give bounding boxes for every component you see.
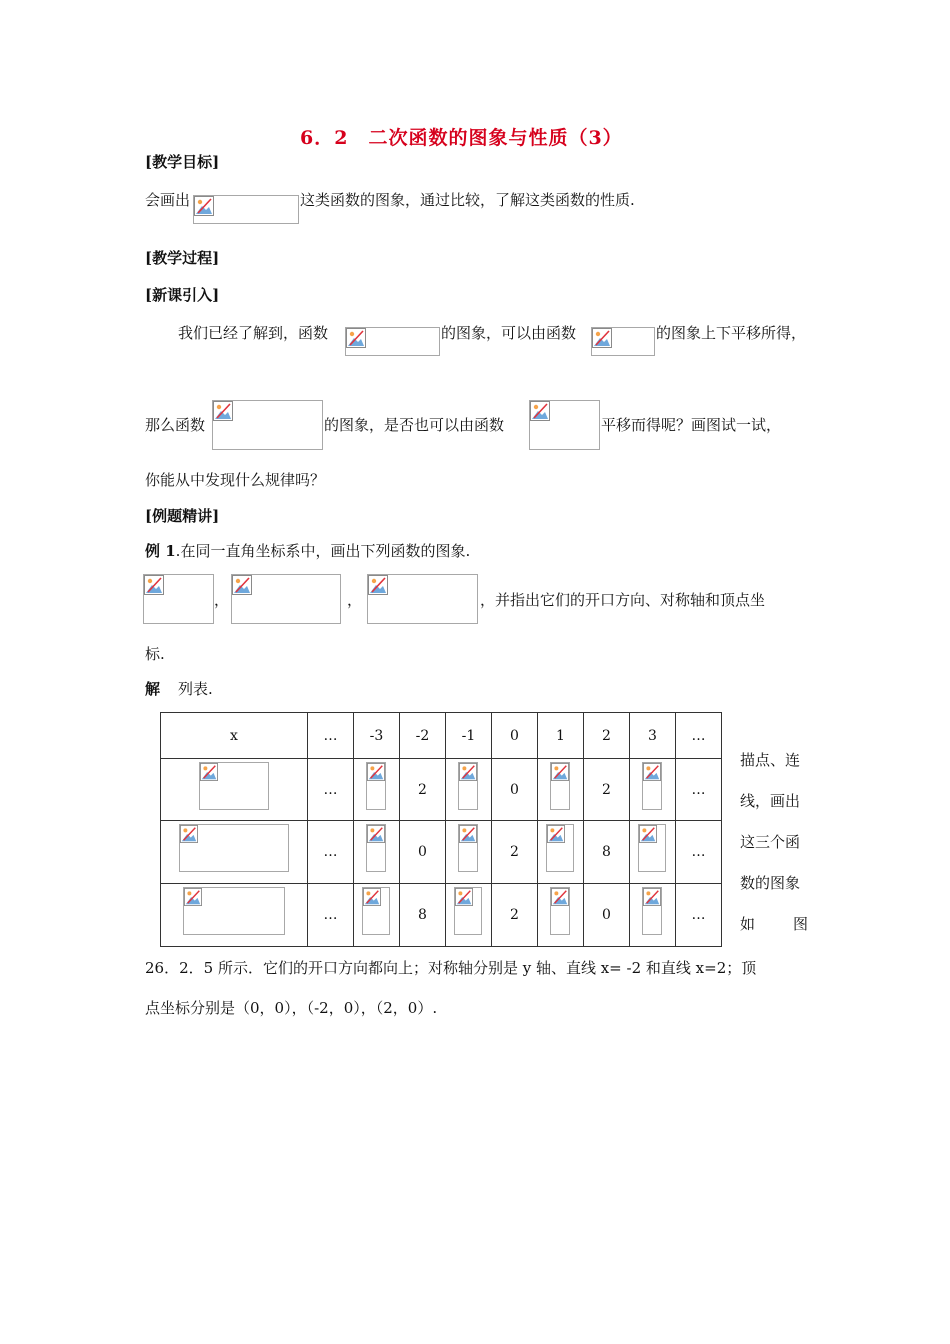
solution-label: 解 (145, 680, 161, 698)
table-cell: 2 (400, 759, 446, 821)
side-text-2: 线，画出 (740, 792, 801, 810)
broken-image-icon (639, 825, 657, 843)
table-cell: … (676, 713, 722, 759)
goal-text-before: 会画出 (145, 191, 191, 209)
broken-image-icon (643, 763, 661, 781)
table-row (161, 759, 722, 821)
goal-text-after: 这类函数的图象，通过比较，了解这类函数的性质. (300, 191, 635, 209)
table-row-header (161, 713, 722, 759)
formula-image (362, 887, 390, 935)
table-cell-formula (630, 759, 676, 821)
table-cell: 0 (400, 821, 446, 884)
table-row (161, 821, 722, 884)
section-example: [例题精讲] (145, 507, 220, 525)
example1-end: 标. (145, 645, 165, 663)
side-text-4: 数的图象 (740, 874, 801, 892)
table-cell: 3 (630, 713, 676, 759)
formula-image (193, 195, 299, 224)
broken-image-icon (232, 575, 252, 595)
formula-image (366, 762, 386, 810)
section-goal: [教学目标] (145, 153, 220, 171)
example1-text: .在同一直角坐标系中，画出下列函数的图象. (175, 542, 471, 560)
table-cell: -1 (446, 713, 492, 759)
table-cell: x (161, 713, 308, 759)
table-cell: 2 (492, 884, 538, 947)
table-cell: … (308, 821, 354, 884)
formula-image (345, 327, 440, 356)
formula-image (591, 327, 655, 356)
table-cell: … (308, 759, 354, 821)
broken-image-icon (194, 196, 214, 216)
side-text-5a: 如 (740, 915, 756, 933)
table-cell-formula (446, 759, 492, 821)
intro-text-1b: 的图象，可以由函数 (441, 324, 577, 342)
broken-image-icon (530, 401, 550, 421)
intro-text-2a: 那么函数 (145, 416, 206, 434)
table-cell: -3 (354, 713, 400, 759)
formula-image (546, 824, 574, 872)
conclusion-line-2: 点坐标分别是（0，0），（-2，0），（2，0）. (145, 999, 438, 1017)
intro-text-3: 你能从中发现什么规律吗？ (145, 471, 326, 489)
intro-text-1c: 的图象上下平移所得， (656, 324, 807, 342)
broken-image-icon (367, 763, 385, 781)
broken-image-icon (459, 763, 477, 781)
conclusion-line-1: 26．2．5 所示．它们的开口方向都向上；对称轴分别是 y 轴、直线 x= -2 和直线 x=2；顶 (145, 959, 757, 977)
broken-image-icon (551, 888, 569, 906)
formula-image (179, 824, 289, 872)
formula-image (638, 824, 666, 872)
table-cell: 2 (584, 713, 630, 759)
broken-image-icon (551, 763, 569, 781)
broken-image-icon (547, 825, 565, 843)
table-cell: … (676, 884, 722, 947)
broken-image-icon (592, 328, 612, 348)
table-cell-formula (538, 821, 584, 884)
table-cell-formula (161, 884, 308, 947)
section-intro: [新课引入] (145, 286, 220, 304)
table-cell-formula (630, 821, 676, 884)
formula-image (550, 762, 570, 810)
table-cell: 2 (584, 759, 630, 821)
table-cell-formula (354, 884, 400, 947)
table-cell-formula (446, 884, 492, 947)
broken-image-icon (184, 888, 202, 906)
table-row (161, 884, 722, 947)
example1-after: ，并指出它们的开口方向、对称轴和顶点坐 (480, 591, 766, 609)
table-cell: 8 (584, 821, 630, 884)
broken-image-icon (144, 575, 164, 595)
broken-image-icon (367, 825, 385, 843)
formula-image (199, 762, 269, 810)
side-text-1: 描点、连 (740, 751, 801, 769)
broken-image-icon (213, 401, 233, 421)
formula-image (550, 887, 570, 935)
formula-image (458, 824, 478, 872)
formula-image (212, 400, 323, 450)
table-cell: … (308, 884, 354, 947)
table-cell-formula (354, 821, 400, 884)
table-cell-formula (446, 821, 492, 884)
formula-image (143, 574, 214, 624)
formula-image (454, 887, 482, 935)
table-cell-formula (630, 884, 676, 947)
side-text-5b: 图 (792, 915, 808, 933)
intro-text-1a: 我们已经了解到，函数 (178, 324, 329, 342)
example1-label: 例 1 (145, 542, 176, 560)
solution-line (145, 679, 213, 699)
table-cell: 1 (538, 713, 584, 759)
table-cell: … (676, 821, 722, 884)
broken-image-icon (455, 888, 473, 906)
table-cell-formula (538, 884, 584, 947)
table-cell: 0 (584, 884, 630, 947)
table-cell-formula (538, 759, 584, 821)
formula-image (642, 887, 662, 935)
formula-image (183, 887, 285, 935)
table-cell: … (676, 759, 722, 821)
solution-text: 列表. (178, 680, 213, 698)
page-title: 6．2 二次函数的图象与性质（3） (300, 127, 623, 149)
broken-image-icon (200, 763, 218, 781)
table-cell-formula (354, 759, 400, 821)
section-process: [教学过程] (145, 249, 220, 267)
intro-text-2c: 平移而得呢？画图试一试， (601, 416, 782, 434)
table-cell: 0 (492, 713, 538, 759)
formula-image (367, 574, 478, 624)
table-cell-formula (161, 759, 308, 821)
broken-image-icon (643, 888, 661, 906)
broken-image-icon (459, 825, 477, 843)
example1-comma1: ， (214, 591, 230, 609)
broken-image-icon (180, 825, 198, 843)
example1-comma2: ， (347, 591, 363, 609)
side-text-3: 这三个函 (740, 833, 801, 851)
table-cell: … (308, 713, 354, 759)
table-cell-formula (161, 821, 308, 884)
value-table (160, 712, 722, 947)
formula-image (642, 762, 662, 810)
example1-line (145, 541, 470, 561)
broken-image-icon (368, 575, 388, 595)
formula-image (529, 400, 600, 450)
table-cell: 8 (400, 884, 446, 947)
table-cell: 0 (492, 759, 538, 821)
broken-image-icon (363, 888, 381, 906)
table-cell: 2 (492, 821, 538, 884)
formula-image (458, 762, 478, 810)
formula-image (231, 574, 341, 624)
side-text-5 (740, 914, 808, 934)
intro-text-2b: 的图象，是否也可以由函数 (324, 416, 505, 434)
broken-image-icon (346, 328, 366, 348)
table-cell: -2 (400, 713, 446, 759)
formula-image (366, 824, 386, 872)
